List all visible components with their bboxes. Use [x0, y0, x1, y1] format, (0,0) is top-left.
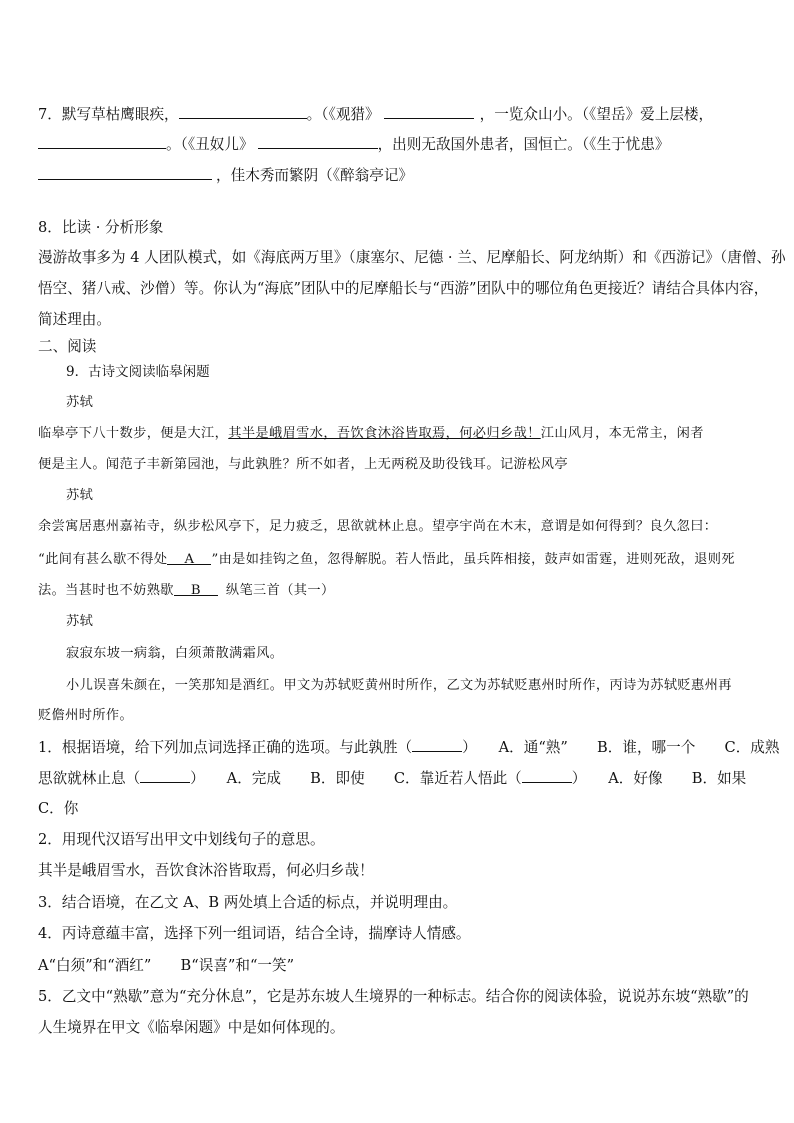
subquestion-1 [38, 737, 780, 758]
subquestion-2: 2．用现代汉语写出甲文中划线句子的意思。 [38, 831, 325, 848]
underlined-sentence: 其半是峨眉雪水，吾饮食沐浴皆取焉，何必归乡哉！ [228, 426, 541, 441]
q7-line2 [38, 134, 758, 155]
passage-yi-line [38, 581, 758, 601]
answer-blank[interactable] [384, 104, 474, 119]
passage-jia-line [38, 424, 758, 444]
punctuation-blank-b[interactable] [174, 581, 218, 596]
q7-line1 [38, 104, 758, 125]
passage-yi-line [38, 550, 758, 570]
answer-blank[interactable] [522, 768, 572, 783]
q8-title: 8．比读 · 分析形象 [38, 219, 164, 236]
answer-blank[interactable] [140, 768, 190, 783]
subquestion-5: 人生境界在甲文《临皋闲题》中是如何体现的。 [38, 1019, 345, 1036]
q7-text: ，佳木秀而繁阴（《醉翁亭记》 [216, 167, 414, 184]
q7-line3 [38, 165, 758, 186]
blank-label-a: A [184, 552, 195, 567]
q7-text: ，出则无敌国外患者，国恒亡。（《生于忧患》 [377, 136, 670, 153]
passage-text: 江山风月，本无常主，闲者 [540, 426, 704, 441]
subquestion-1 [38, 768, 758, 789]
answer-blank[interactable] [412, 737, 462, 752]
q8-paragraph: 漫游故事多为 4 人团队模式，如《海底两万里》（康塞尔、尼德 · 兰、尼摩船长、阿龙纳斯）和《西游记》（唐僧、孙 [38, 249, 786, 266]
answer-blank[interactable] [38, 134, 166, 149]
q8-paragraph: 简述理由。 [38, 311, 111, 328]
poem-line: 寂寂东坡一病翁，白须萧散满霜风。 [66, 646, 284, 661]
answer-blank[interactable] [179, 104, 307, 119]
subquestion-3: 3．结合语境，在乙文 A、B 两处填上合适的标点，并说明理由。 [38, 894, 458, 911]
q7-text: 。（《丑奴儿》 [166, 136, 254, 153]
subquestion-5: 5．乙文中“熟歇”意为“充分休息”，它是苏东坡人生境界的一种标志。结合你的阅读体验，说说苏东坡“熟歇”的 [38, 988, 749, 1005]
passage-text: “此间有甚么歇不得处 [38, 552, 168, 567]
question-text: 思欲就林止息（ [38, 770, 141, 787]
passage-text: 临皋亭下八十数步，便是大江， [38, 426, 229, 441]
q7-text: ，一览众山小。（《望岳》爱上层楼， [479, 106, 714, 123]
punctuation-blank-a[interactable] [167, 550, 211, 565]
question-text: ） A．通“熟” B．谁，哪一个 C．成熟 [462, 739, 780, 756]
passage-text: 法。当甚时也不妨熟歇 [38, 583, 174, 598]
passage-text: 纵笔三首（其一） [225, 583, 335, 598]
subquestion-2-sentence: 其半是峨眉雪水，吾饮食沐浴皆取焉，何必归乡哉！ [38, 862, 374, 879]
q7-text: 。（《观猎》 [306, 106, 380, 123]
question-text: ） A．完成 B．即使 C．靠近若人悟此（ [190, 770, 522, 787]
author: 苏轼 [66, 614, 94, 629]
passage-text: ”由是如挂钩之鱼，忽得解脱。若人悟此，虽兵阵相接，鼓声如雷霆，进则死敌，退则死 [211, 552, 735, 567]
section-heading: 二、阅读 [38, 338, 97, 355]
q9-title: 9．古诗文阅读临皋闲题 [66, 364, 210, 380]
author: 苏轼 [66, 395, 94, 410]
subquestion-1-option: C．你 [38, 800, 79, 817]
question-text: 1．根据语境，给下列加点词选择正确的选项。与此孰胜（ [38, 739, 413, 756]
answer-blank[interactable] [38, 165, 212, 180]
author: 苏轼 [66, 488, 94, 503]
q7-text: 7．默写草枯鹰眼疾， [38, 106, 179, 123]
question-text: ） A．好像 B．如果 [571, 770, 747, 787]
poem-line: 贬儋州时所作。 [38, 708, 134, 723]
passage-yi-line: 余尝寓居惠州嘉祐寺，纵步松风亭下，足力疲乏，思欲就林止息。望亭宇尚在木末，意谓是如何得到？良久忽曰： [38, 519, 718, 534]
poem-line: 小儿误喜朱颜在，一笑那知是酒红。甲文为苏轼贬黄州时所作，乙文为苏轼贬惠州时所作，丙诗为苏轼贬惠州再 [66, 678, 732, 693]
answer-blank[interactable] [258, 134, 378, 149]
subquestion-4: 4．丙诗意蕴丰富，选择下列一组词语，结合全诗，揣摩诗人情感。 [38, 925, 471, 942]
q8-paragraph: 悟空、猪八戒、沙僧）等。你认为“海底”团队中的尼摩船长与“西游”团队中的哪位角色更接近？请结合具体内容， [38, 280, 769, 297]
subquestion-4-options: A“白须”和“酒红” B“误喜”和“一笑” [38, 957, 295, 974]
blank-label-b: B [190, 583, 201, 598]
passage-jia-line: 便是主人。闻范子丰新第园池，与此孰胜？所不如者，上无两税及助役钱耳。记游松风亭 [38, 457, 568, 472]
